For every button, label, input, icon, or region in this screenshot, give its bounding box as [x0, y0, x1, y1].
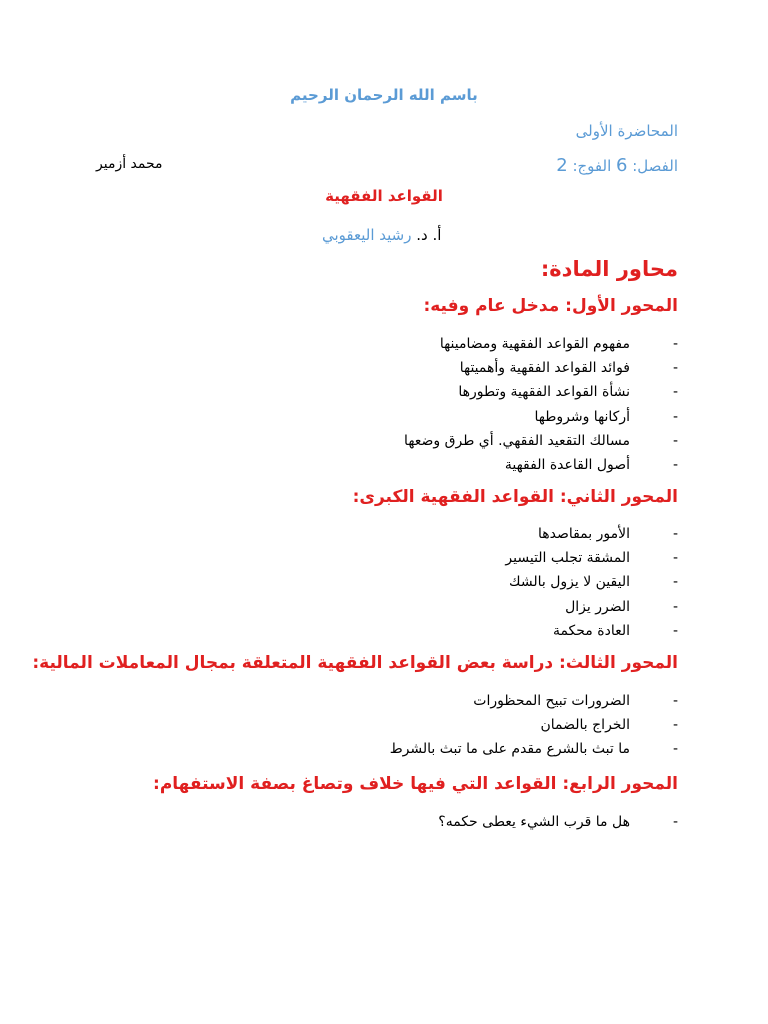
list-item	[505, 522, 678, 546]
list-item	[505, 546, 678, 570]
bullet-dash: -	[672, 814, 678, 830]
bullet-dash: -	[672, 408, 678, 425]
list-item-text: هل ما قرب الشيء يعطى حكمه؟	[438, 814, 630, 830]
basmala-heading: باسم الله الرحمان الرحيم	[290, 86, 478, 104]
list-item	[404, 405, 678, 429]
bullet-dash: -	[672, 741, 678, 758]
semester-group-line	[556, 155, 678, 176]
list-item	[390, 689, 678, 713]
bullet-dash: -	[672, 336, 678, 352]
list-item-text: نشأة القواعد الفقهية وتطورها	[458, 384, 630, 401]
group-value: 2	[556, 155, 568, 176]
bullet-dash: -	[672, 598, 678, 615]
list-item-text: أصول القاعدة الفقهية	[504, 456, 630, 473]
list-item	[505, 619, 678, 643]
semester-label: الفصل:	[627, 157, 678, 175]
section-4-title: المحور الرابع: القواعد التي فيها خلاف وتصاغ بصفة الاستفهام:	[153, 774, 678, 794]
list-item	[390, 737, 678, 761]
bullet-dash: -	[672, 574, 678, 591]
section-3-list	[390, 689, 678, 762]
list-item-text: الضرورات تبيح المحظورات	[473, 693, 630, 709]
list-item-text: فوائد القواعد الفقهية وأهميتها	[459, 360, 630, 377]
bullet-dash: -	[672, 550, 678, 567]
bullet-dash: -	[672, 693, 678, 709]
bullet-dash: -	[672, 526, 678, 542]
lecture-title: المحاضرة الأولى	[575, 122, 678, 140]
bullet-dash: -	[672, 622, 678, 639]
section-1-list	[404, 332, 678, 477]
list-item-text: ما تبث بالشرع مقدم على ما تبث بالشرط	[389, 741, 630, 758]
list-item	[505, 570, 678, 594]
section-2-list	[505, 522, 678, 643]
list-item-text: العادة محكمة	[552, 622, 630, 639]
list-item-text: أركانها وشروطها	[534, 408, 630, 425]
list-item	[390, 713, 678, 737]
bullet-dash: -	[672, 456, 678, 473]
professor-line	[322, 226, 441, 244]
list-item	[505, 595, 678, 619]
bullet-dash: -	[672, 717, 678, 734]
section-3-title: المحور الثالث: دراسة بعض القواعد الفقهية المتعلقة بمجال المعاملات المالية:	[32, 653, 678, 673]
section-4-list	[438, 810, 678, 834]
semester-value: 6	[616, 155, 628, 176]
list-item-text: مسالك التقعيد الفقهي. أي طرق وضعها	[404, 432, 630, 449]
list-item-text: اليقين لا يزول بالشك	[509, 574, 630, 591]
list-item-text: المشقة تجلب التيسير	[505, 550, 630, 567]
section-2-title: المحور الثاني: القواعد الفقهية الكبرى:	[352, 487, 678, 507]
course-axes-heading: محاور المادة:	[540, 257, 678, 281]
list-item-text: الخراج بالضمان	[540, 717, 630, 734]
bullet-dash: -	[672, 432, 678, 449]
list-item-text: مفهوم القواعد الفقهية ومضامينها	[439, 336, 630, 352]
group-label: الفوج:	[567, 157, 617, 175]
list-item	[404, 356, 678, 380]
bullet-dash: -	[672, 384, 678, 401]
list-item	[438, 810, 678, 834]
list-item	[404, 429, 678, 453]
list-item	[404, 332, 678, 356]
professor-name: رشيد اليعقوبي	[322, 226, 412, 244]
list-item	[404, 453, 678, 477]
list-item-text: الضرر يزال	[565, 598, 630, 615]
bullet-dash: -	[672, 360, 678, 377]
list-item-text: الأمور بمقاصدها	[537, 526, 630, 542]
section-1-title: المحور الأول: مدخل عام وفيه:	[423, 296, 678, 316]
author-name: محمد أزمير	[96, 156, 163, 172]
list-item	[404, 380, 678, 404]
course-title: القواعد الفقهية	[325, 187, 443, 205]
professor-prefix: أ. د.	[411, 226, 442, 244]
